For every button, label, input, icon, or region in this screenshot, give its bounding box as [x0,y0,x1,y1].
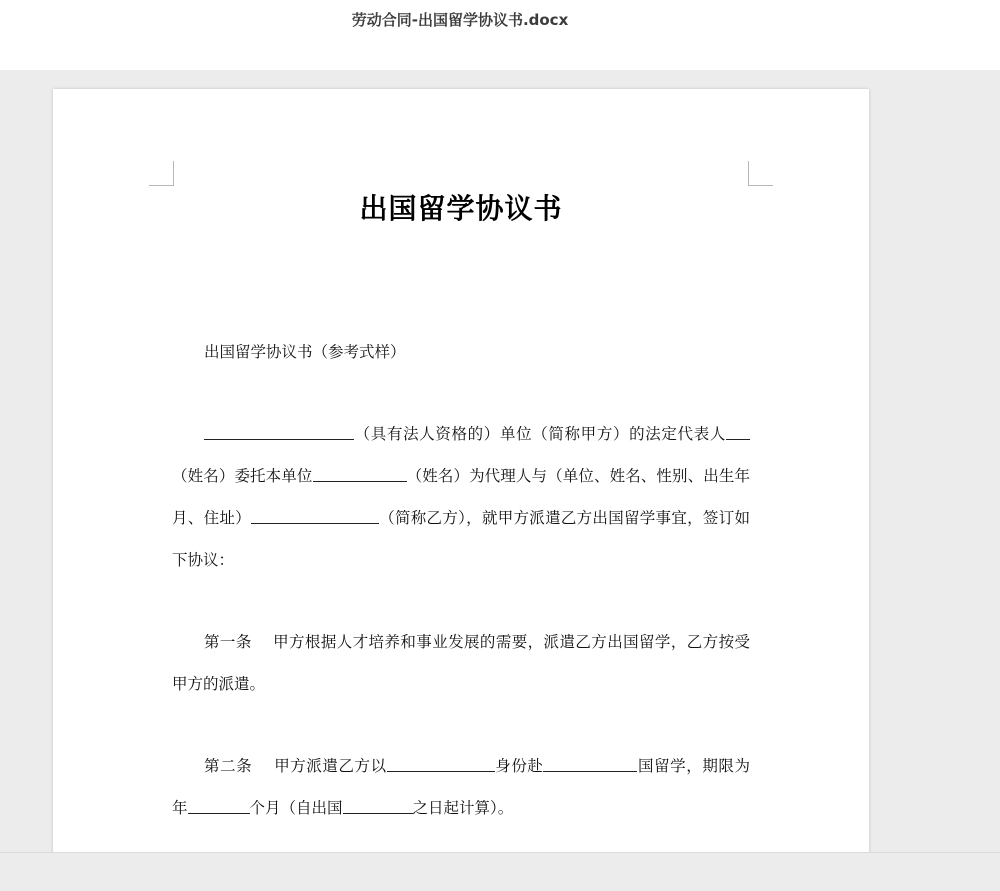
intro-text-d: （简称乙方），就甲方派遣乙方出国留学事宜，签订如下协议： [172,509,750,569]
blank-representative [726,423,750,440]
blank-country [543,755,637,772]
article-2-label: 第二条 [204,757,253,775]
blank-months [188,797,250,814]
paragraph-gap [172,373,750,413]
bottom-status-bar [0,852,1000,891]
subtitle-text: 出国留学协议书（参考式样） [204,343,406,361]
article-2-paragraph [172,745,750,829]
paragraph-gap [172,581,750,621]
document-page [53,89,869,869]
article-1-text: 甲方根据人才培养和事业发展的需要，派遣乙方出国留学，乙方按受甲方的派遣。 [172,633,750,693]
article-1-paragraph [172,621,750,705]
article-1-label: 第一条 [204,633,252,651]
paragraph-gap [172,705,750,745]
document-file-title: 劳动合同-出国留学协议书.docx [351,11,569,29]
margin-corner-mark-left [149,161,174,186]
title-bar [0,0,1000,70]
blank-identity [387,755,495,772]
article-2-text-b: 身份赴 [494,757,544,775]
document-heading: 出国留学协议书 [359,192,563,225]
article-2-text-d: 年 [172,799,188,817]
blank-unit-name [204,423,354,440]
blank-agent [313,465,407,482]
article-2-text-c: 国留学，期限为 [637,757,750,775]
blank-departure-date [343,797,413,814]
intro-text-b: （姓名）委托本单位 [172,467,313,485]
article-2-text-f: 之日起计算）。 [412,799,514,817]
article-2-text-e: 个月（自出国 [249,799,343,817]
intro-paragraph [172,413,750,581]
margin-corner-mark-right [748,161,773,186]
article-2-text-a: 甲方派遣乙方以 [274,757,387,775]
blank-party-b [251,507,379,524]
document-body [172,331,750,829]
subtitle-paragraph [172,331,750,373]
intro-text-c: （姓名）为代理人与（单位、姓名、性别、出生年月、住址） [172,467,750,527]
intro-text-a: （具有法人资格的）单位（简称甲方）的法定代表人 [354,425,726,443]
